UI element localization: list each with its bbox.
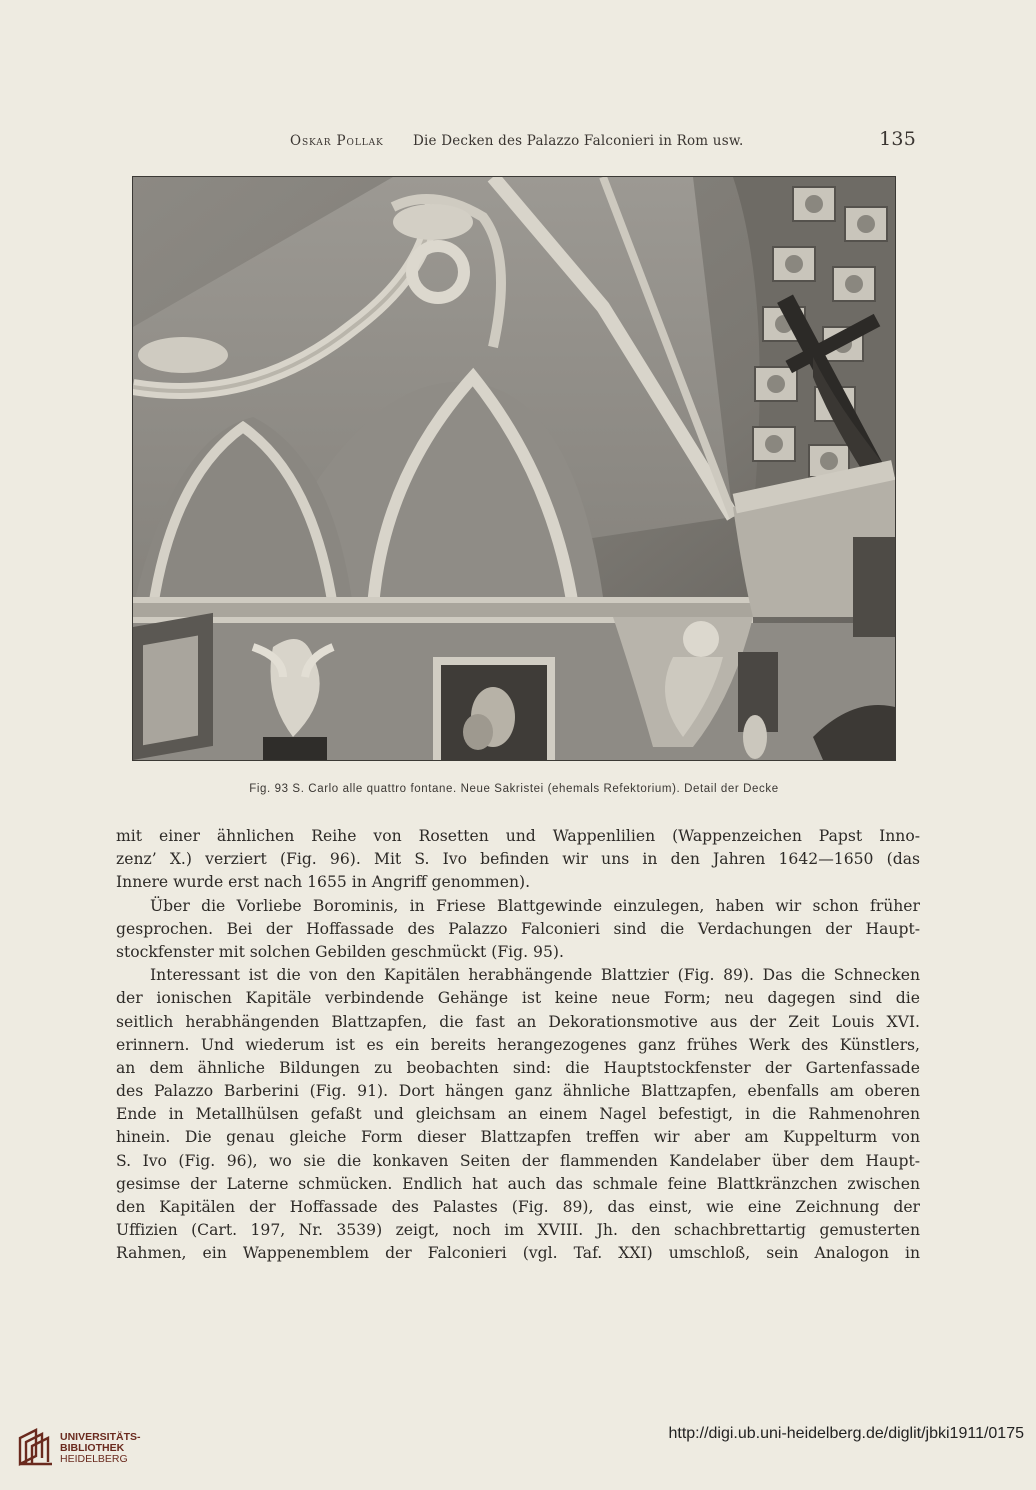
running-header — [290, 128, 930, 155]
library-logo-block[interactable] — [12, 1428, 212, 1472]
page-number: 135 — [879, 128, 916, 150]
figure-caption: Fig. 93 S. Carlo alle quattro fontane. Neue Sakristei (ehemals Refektorium). Detail der Decke — [249, 783, 779, 795]
body-line: zenz’ X.) verziert (Fig. 96). Mit S. Ivo befinden wir uns in den Jahren 1642—1650 (das — [116, 850, 920, 869]
library-line: BIBLIOTHEK — [60, 1442, 125, 1454]
body-line: gesimse der Laterne schmücken. Endlich hat auch das schmale feine Blattkränzchen zwischen — [116, 1174, 920, 1193]
library-name — [60, 1432, 141, 1465]
ceiling-photo-illustration — [133, 177, 895, 760]
header-author: Oskar Pollak — [290, 133, 384, 149]
body-line: Uffizien (Cart. 197, Nr. 3539) zeigt, noch im XVIII. Jh. den schachbrettartig gemusterten — [116, 1221, 920, 1240]
header-title: Die Decken des Palazzo Falconieri in Rom usw. — [413, 133, 744, 149]
library-line: HEIDELBERG — [60, 1453, 128, 1465]
body-line: Über die Vorliebe Borominis, in Friese Blattgewinde einzulegen, haben wir schon früher — [150, 896, 920, 915]
body-line: Ende in Metallhülsen gefaßt und gleichsam an einem Nagel befestigt, in die Rahmenohren — [116, 1105, 920, 1124]
body-line: stockfenster mit solchen Gebilden geschmückt (Fig. 95). — [116, 942, 564, 961]
body-line: erinnern. Und wiederum ist es ein bereits herangezogenes ganz frühes Werk des Künstlers, — [116, 1035, 920, 1054]
library-line: UNIVERSITÄTS- — [60, 1431, 141, 1443]
body-line: Rahmen, ein Wappenemblem der Falconieri (vgl. Taf. XXI) umschloß, sein Analogon in — [116, 1244, 920, 1263]
body-line: den Kapitälen der Hoffassade des Palastes (Fig. 89), das einst, wie eine Zeichnung der — [116, 1198, 920, 1216]
body-line: seitlich herabhängenden Blattzapfen, die fast an Dekorationsmotive aus der Zeit Louis XVI. — [116, 1012, 920, 1031]
body-line: hinein. Die genau gleiche Form dieser Blattzapfen treffen wir aber am Kuppelturm von — [116, 1128, 920, 1147]
source-url-link[interactable]: http://digi.ub.uni-heidelberg.de/diglit/jbki1911/0175 — [668, 1425, 1024, 1442]
body-line: Innere wurde erst nach 1655 in Angriff genommen). — [116, 873, 531, 892]
body-line: an dem ähnliche Bildungen zu beobachten sind: die Hauptstockfenster der Gartenfassade — [116, 1058, 920, 1077]
body-line: Interessant ist die von den Kapitälen herabhängende Blattzier (Fig. 89). Das die Schnecken — [150, 966, 920, 985]
body-line: gesprochen. Bei der Hoffassade des Palazzo Falconieri sind die Verdachungen der Haupt- — [116, 919, 920, 938]
body-line: der ionischen Kapitäle verbindende Gehänge ist keine neue Form; neu dagegen sind die — [116, 989, 920, 1008]
figure-photograph — [133, 177, 895, 760]
library-logo-icon — [16, 1428, 56, 1468]
body-line: S. Ivo (Fig. 96), wo sie die konkaven Seiten der flammenden Kandelaber über dem Haupt- — [116, 1151, 920, 1170]
body-line: des Palazzo Barberini (Fig. 91). Dort hängen ganz ähnliche Blattzapfen, ebenfalls am oberen — [116, 1082, 920, 1101]
body-line: mit einer ähnlichen Reihe von Rosetten und Wappenlilien (Wappenzeichen Papst Inno- — [116, 827, 920, 845]
body-text — [116, 825, 920, 1266]
